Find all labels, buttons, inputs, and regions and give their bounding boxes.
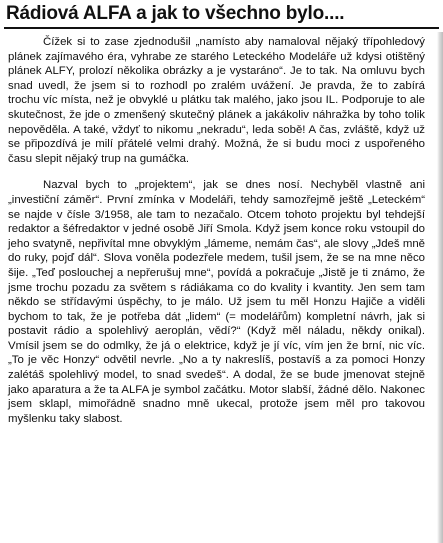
article-body bbox=[8, 35, 425, 438]
article-title: Rádiová ALFA a jak to všechno bylo.... bbox=[6, 3, 345, 24]
paragraph-1: Čížek si to zase zjednodušil „namísto aby namaloval nějaký třípohledový plánek zajímavého éra, vyhrabe ze starého Leteckého Modeláře už kdysi otištěný plánek ALFY, prolozí několika obrázky a je vystaráno“. Je to tak. Na omluvu bych snad uvedl, že jsem si to rozhodl po zralém uvážení. Je pravda, že to zabírá trochu víc místa, než je obvyklé u plátku tak malého, jako jsou IL. Podporuje to ale skutečnost, že jde o zmenšený skutečný plánek a jakákoliv náhražka by toho tolik nepověděla. A také, vždyť to nikomu „nekradu“, leda sobě! A čas, zvláště, když už se připozdívá je milí přátelé velmi drahý. Možná, že si budu moci z uspořeného času slepit nějaký trup na gumáčka. bbox=[8, 36, 425, 165]
paragraph-2: Nazval bych to „projektem“, jak se dnes nosí. Nechyběl vlastně ani „investiční záměr“. První zmínka v Modeláři, tehdy samozřejmě ještě „Leteckém“ se najde v čísle 3/1958, ale tam to nezačalo. Otcem tohoto projektu byl tehdejší redaktor a šéfredaktor v jedné osobě Jiří Smola. Když jsem konce roku vstoupil do jeho svatyně, nepřivítal mne obvyklým „lámeme, nemám čas“, ale slovy „Jdeš mně do ruky, pojď dál“. Slova voněla podezřele medem, tušil jsem, že se na mne něco šije. „Teď poslouchej a nepřerušuj mne“, povídá a pokračuje „Jistě je ti známo, že jsme trochu pozadu za světem s rádiákama co do kvality i kvantity. Jen sem tam někdo se střídavými úspěchy, to je málo. Už jsem tu měl Honzu Hajiče a viděli bychom to tak, že je potřeba dát „lidem“ (= modelářům) kompletní návrh, jak si postavit rádio a spolehlivý aeroplán, vědí?“ (Když měl náladu, někdy onikal). Vmísil jsem se do odmlky, že já o elektrice, když je jí víc, vím jen že brní, nic víc. „To je věc Honzy“ odvětil nevrle. „No a ty nakreslíš, postavíš a za pomoci Honzy zalétáš spolehlivý model, to snad svedeš“. A dodal, že se bude jmenovat stejně jako aparatura a že ta ALFA je symbol začátku. Motor slabší, žádné dělo. Nakonec jsem sklapl, mimořádně snadno mně ukecal, protože jsem měl pro takovou myšlenku taky slabost. bbox=[8, 179, 425, 425]
title-rule bbox=[4, 27, 439, 29]
page-edge-shadow bbox=[437, 32, 443, 543]
